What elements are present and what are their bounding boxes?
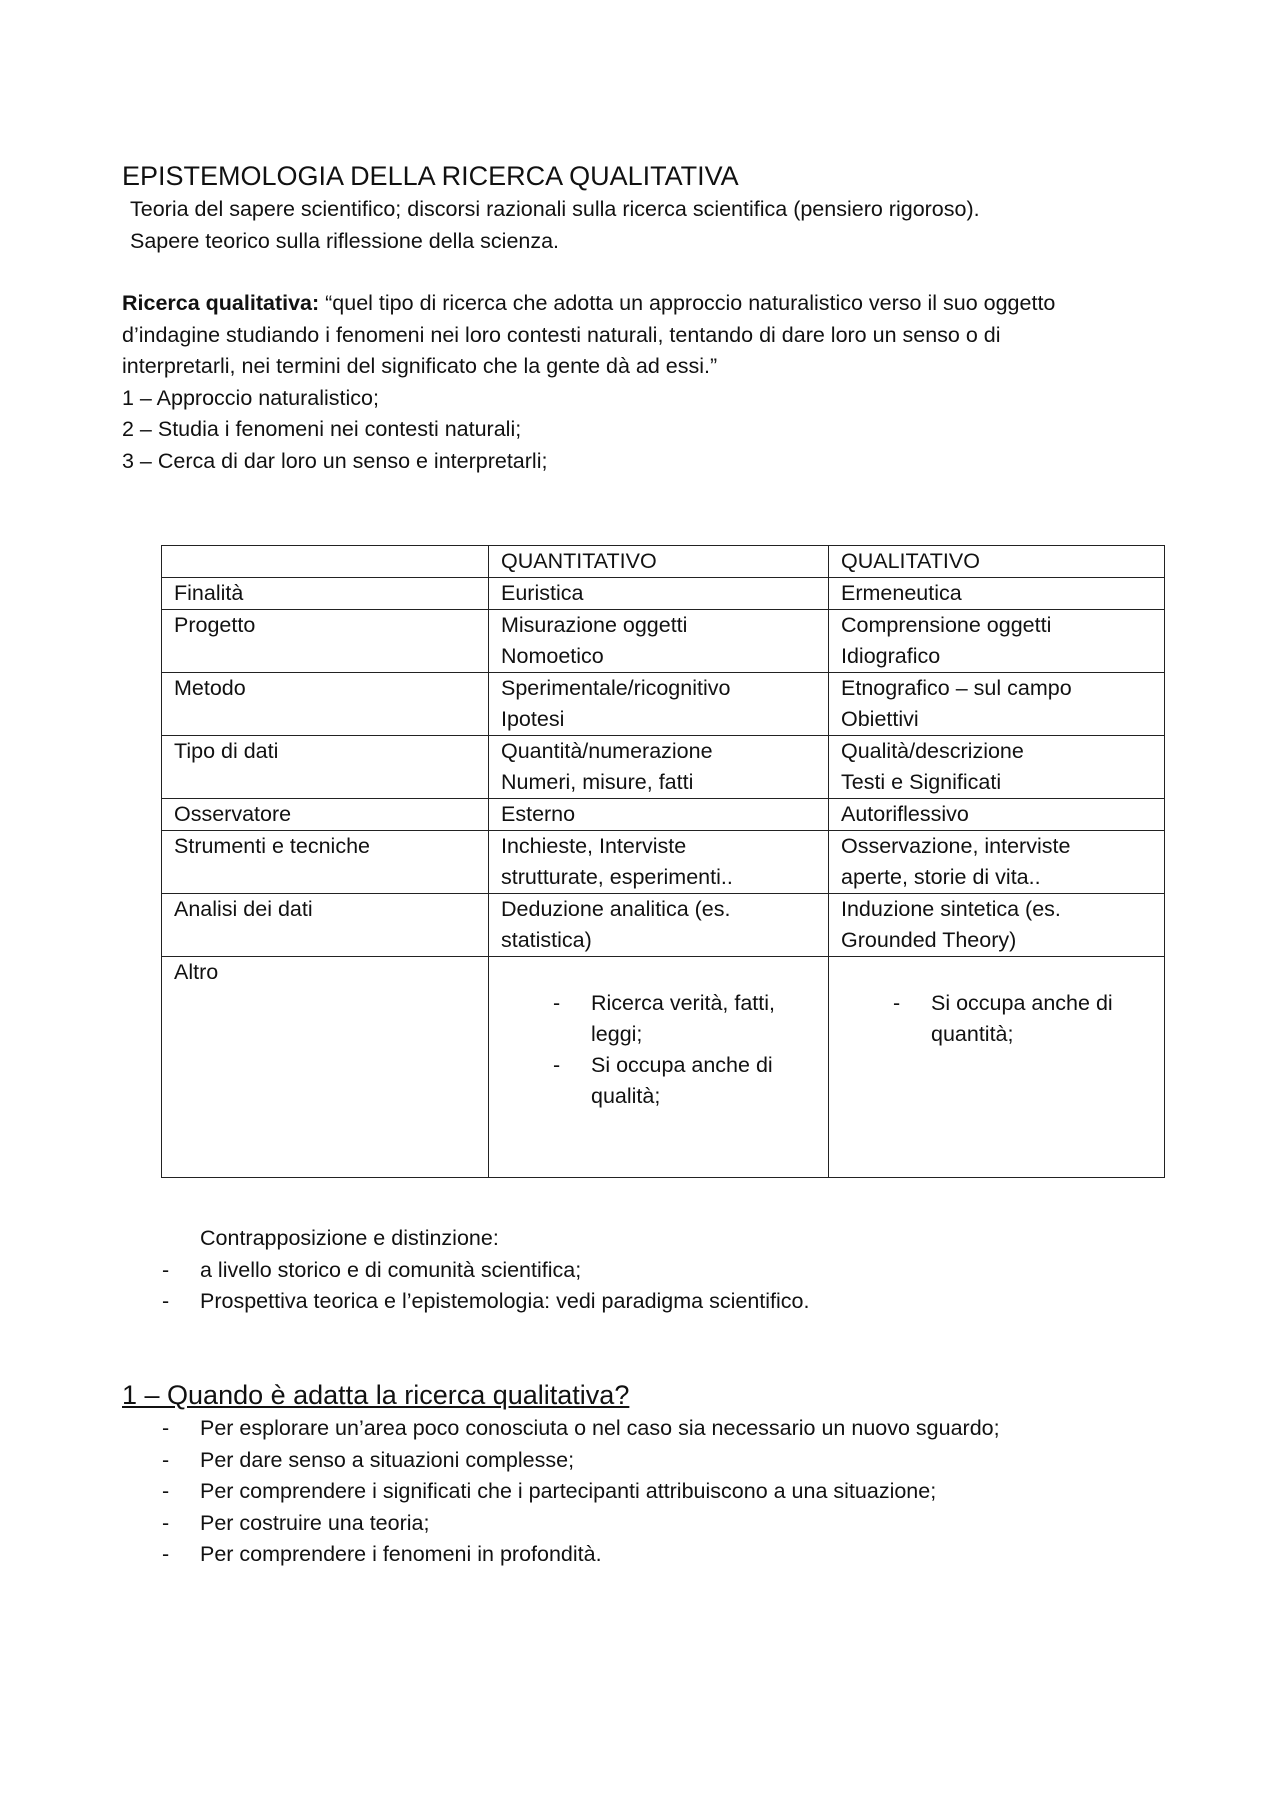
cell-line: Deduzione analitica (es. xyxy=(501,897,731,921)
cell-line: statistica) xyxy=(501,928,592,952)
qual-cell xyxy=(829,957,1165,1178)
table-row xyxy=(162,673,1165,736)
cell-line: Idiografico xyxy=(841,644,941,668)
cell-line: Testi e Significati xyxy=(841,770,1002,794)
cell-line: Osservazione, interviste xyxy=(841,834,1071,858)
document-page xyxy=(122,158,1167,477)
cell-line: Esterno xyxy=(501,802,576,826)
row-label: Osservatore xyxy=(162,799,489,831)
contrast-list xyxy=(122,1255,1167,1318)
row-label: Tipo di dati xyxy=(162,736,489,799)
cell-line: aperte, storie di vita.. xyxy=(841,865,1041,889)
cell-line: Comprensione oggetti xyxy=(841,613,1052,637)
quant-cell xyxy=(489,673,829,736)
cell-line: Inchieste, Interviste xyxy=(501,834,687,858)
definition-label: Ricerca qualitativa: xyxy=(122,291,320,315)
contrast-section xyxy=(122,1223,1167,1318)
point-2: 2 – Studia i fenomeni nei contesti naturali; xyxy=(122,417,522,441)
cell-line: Qualità/descrizione xyxy=(841,739,1024,763)
list-item: - Per esplorare un’area poco conosciuta o nel caso sia necessario un nuovo sguardo; xyxy=(122,1413,1167,1445)
qual-cell xyxy=(829,799,1165,831)
cell-line: strutturate, esperimenti.. xyxy=(501,865,733,889)
quant-cell xyxy=(489,736,829,799)
altro-quant-list xyxy=(501,988,816,1112)
row-label: Progetto xyxy=(162,610,489,673)
list-item: - Prospettiva teorica e l’epistemologia: vedi paradigma scientifico. xyxy=(122,1286,1167,1318)
row-label: Finalità xyxy=(162,578,489,610)
cell-line: Etnografico – sul campo xyxy=(841,676,1072,700)
row-label: Strumenti e tecniche xyxy=(162,831,489,894)
row-label: Altro xyxy=(162,957,489,1178)
section-1 xyxy=(122,1377,1167,1571)
cell-line: Numeri, misure, fatti xyxy=(501,770,694,794)
cell-line: Euristica xyxy=(501,581,584,605)
row-label: Analisi dei dati xyxy=(162,894,489,957)
definition-line-2: d’indagine studiando i fenomeni nei loro contesti naturali, tentando di dare loro un senso o di xyxy=(122,322,1001,347)
table-row xyxy=(162,610,1165,673)
altro-qual-list xyxy=(841,988,1152,1050)
intro-line-1: Teoria del sapere scientifico; discorsi razionali sulla ricerca scientifica (pensiero rigoroso). xyxy=(130,197,980,221)
list-item: - Per costruire una teoria; xyxy=(122,1508,1167,1540)
table-header-row xyxy=(162,546,1165,578)
quant-cell xyxy=(489,894,829,957)
comparison-table xyxy=(161,545,1165,1178)
definition-line-3: interpretarli, nei termini del significato che la gente dà ad essi.” xyxy=(122,354,718,378)
table-row xyxy=(162,831,1165,894)
table-row xyxy=(162,736,1165,799)
table-row xyxy=(162,894,1165,957)
section-1-heading: 1 – Quando è adatta la ricerca qualitativa? xyxy=(122,1380,630,1410)
list-item: - Ricerca verità, fatti, leggi; xyxy=(501,988,816,1050)
qual-cell xyxy=(829,894,1165,957)
cell-line: Obiettivi xyxy=(841,707,919,731)
cell-line: Sperimentale/ricognitivo xyxy=(501,676,731,700)
header-empty xyxy=(162,546,489,578)
point-3: 3 – Cerca di dar loro un senso e interpretarli; xyxy=(122,448,548,473)
spacer xyxy=(122,257,1167,288)
section-1-list xyxy=(122,1413,1167,1571)
contrast-lead: Contrapposizione e distinzione: xyxy=(200,1226,499,1250)
cell-line: Ipotesi xyxy=(501,707,565,731)
qual-cell xyxy=(829,736,1165,799)
cell-line: Autoriflessivo xyxy=(841,802,969,826)
quant-cell xyxy=(489,610,829,673)
list-item: - Per comprendere i significati che i partecipanti attribuiscono a una situazione; xyxy=(122,1476,1167,1508)
row-label: Metodo xyxy=(162,673,489,736)
quant-cell xyxy=(489,799,829,831)
quant-cell xyxy=(489,578,829,610)
list-item: - a livello storico e di comunità scientifica; xyxy=(122,1255,1167,1287)
qual-cell xyxy=(829,578,1165,610)
intro-line-2: Sapere teorico sulla riflessione della scienza. xyxy=(130,228,560,253)
altro-qual-content xyxy=(841,957,1152,1050)
table-row xyxy=(162,578,1165,610)
document-title: EPISTEMOLOGIA DELLA RICERCA QUALITATIVA xyxy=(122,161,739,191)
cell-line: Ermeneutica xyxy=(841,581,962,605)
definition-text-1: “quel tipo di ricerca che adotta un approccio naturalistico verso il suo oggetto xyxy=(319,291,1056,315)
qual-cell xyxy=(829,673,1165,736)
cell-line: Nomoetico xyxy=(501,644,604,668)
header-qualitativo: QUALITATIVO xyxy=(829,546,1165,578)
list-item: - Per comprendere i fenomeni in profondità. xyxy=(122,1539,1167,1571)
list-item: - Per dare senso a situazioni complesse; xyxy=(122,1445,1167,1477)
cell-line: Misurazione oggetti xyxy=(501,613,688,637)
list-item: - Si occupa anche di quantità; xyxy=(841,988,1152,1050)
table-row-altro xyxy=(162,957,1165,1178)
qual-cell xyxy=(829,610,1165,673)
point-1: 1 – Approccio naturalistico; xyxy=(122,385,379,410)
quant-cell xyxy=(489,831,829,894)
cell-line: Induzione sintetica (es. xyxy=(841,897,1061,921)
definition-line-1 xyxy=(122,288,1167,320)
cell-line: Quantità/numerazione xyxy=(501,739,713,763)
list-item: - Si occupa anche di qualità; xyxy=(501,1050,816,1112)
table-row xyxy=(162,799,1165,831)
quant-cell xyxy=(489,957,829,1178)
cell-line: Grounded Theory) xyxy=(841,928,1017,952)
qual-cell xyxy=(829,831,1165,894)
altro-quant-content xyxy=(501,957,816,1112)
header-quantitativo: QUANTITATIVO xyxy=(489,546,829,578)
